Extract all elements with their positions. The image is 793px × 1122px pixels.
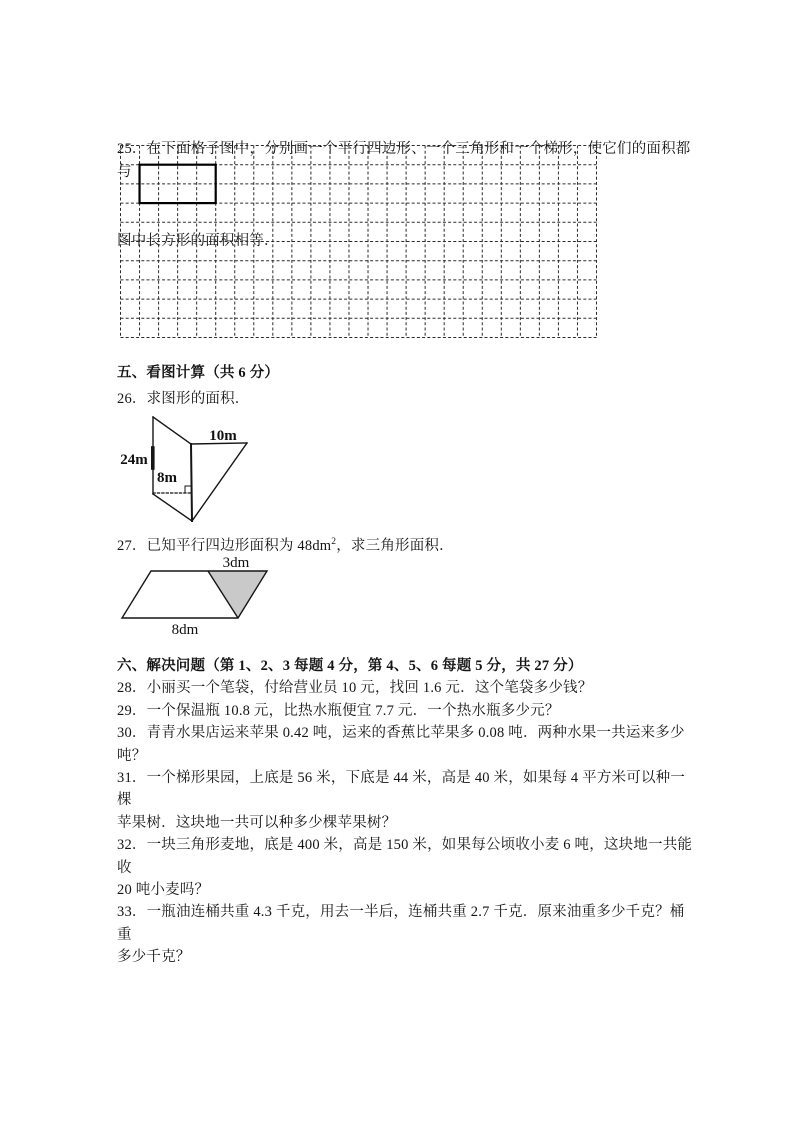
fig26-edge-bottom-left [153, 494, 192, 521]
fig27-label-bottom: 8dm [171, 622, 199, 638]
question-33-line1: 33．一瓶油连桶共重 4.3 千克，用去一半后，连桶共重 2.7 千克．原来油重多少千克？桶重 [117, 904, 685, 943]
question-27-superscript: 2 [331, 537, 337, 548]
question-31-line1: 31．一个梯形果园，上底是 56 米，下底是 44 米，高是 40 米，如果每 4 平方米可以种一棵 [117, 770, 686, 809]
fig27-label-top: 3dm [222, 555, 250, 571]
fig26-label-left: 24m [120, 452, 148, 468]
grid-figure [119, 144, 598, 339]
question-28: 28．小丽买一个笔袋，付给营业员 10 元，找回 1.6 元．这个笔袋多少钱？ [117, 680, 593, 697]
question-33-line2: 多少千克？ [117, 949, 191, 966]
question-25-line2: 图中长方形的面积相等． [117, 233, 279, 249]
question-32-line2: 20 吨小麦吗？ [117, 882, 210, 899]
fig27-shaded-triangle [208, 571, 267, 618]
fig26-edge-top-left [153, 417, 191, 444]
figure-27 [110, 555, 295, 643]
section-6-heading: 六、解决问题（第 1、2、3 每题 4 分，第 4、5、6 每题 5 分，共 27 分） [117, 658, 583, 674]
fig26-label-top: 10m [209, 428, 237, 444]
question-27-suffix: ，求三角形面积． [336, 538, 454, 554]
question-25-line1: 25．在下面格子图中，分别画一个平行四边形、一个三角形和一个梯形，使它们的面积都与 [117, 141, 691, 180]
figure-26 [115, 409, 290, 539]
question-30: 30．青青水果店运来苹果 0.42 吨，运来的香蕉比苹果多 0.08 吨．两种水果一共运来多少吨？ [117, 725, 685, 764]
question-26-text: 26．求图形的面积． [117, 391, 250, 407]
fig26-edge-middle-vertical [191, 444, 192, 521]
section-5-heading: 五、看图计算（共 6 分） [117, 365, 280, 381]
question-31-line2: 苹果树．这块地一共可以种多少棵苹果树？ [117, 814, 397, 831]
fig26-label-height: 8m [157, 470, 177, 486]
question-27-prefix: 27．已知平行四边形面积为 48dm [117, 538, 332, 554]
question-32-line1: 32．一块三角形麦地，底是 400 米，高是 150 米，如果每公顷收小麦 6 吨，这块地一共能收 [117, 837, 693, 876]
fig26-edge-right-slant [192, 443, 247, 521]
question-29: 29．一个保温瓶 10.8 元，比热水瓶便宜 7.7 元．一个热水瓶多少元？ [117, 702, 560, 719]
section-6 [117, 655, 699, 969]
